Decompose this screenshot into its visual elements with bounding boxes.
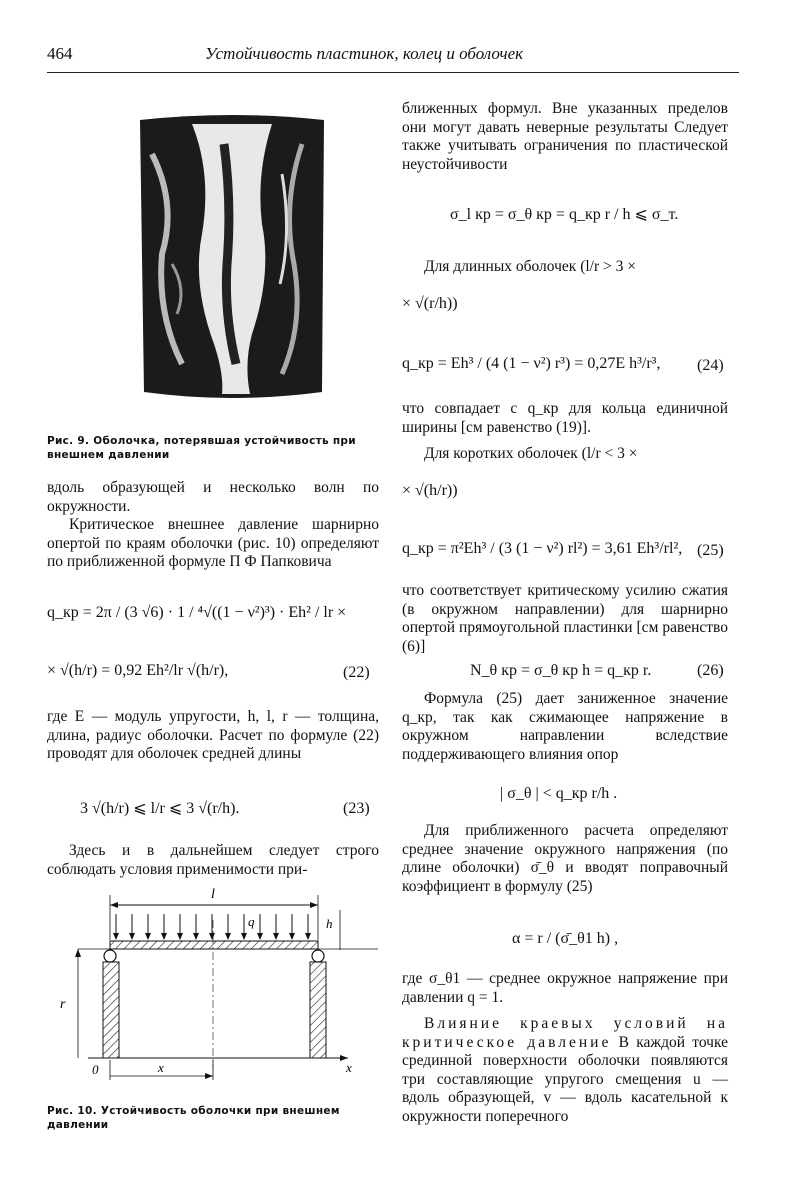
label-0: 0 [92,1062,99,1077]
equation-22-line1: q_кр = 2π / (3 √6) · 1 / ⁴√((1 − ν²)³) · Eh² / lr × [47,604,347,621]
equation-23-number: (23) [343,800,370,817]
page-number: 464 [47,44,73,63]
paragraph: что совпадает с q_кр для кольца единичной ширины [см равенство (19)]. [402,400,728,436]
left-column-mid [47,708,379,764]
equation-25: q_кр = π²Eh³ / (3 (1 − ν²) rl²) = 3,61 Eh³/rl², [402,540,683,557]
equation-26: N_θ кр = σ_θ кр h = q_кр r. [470,662,652,679]
equation-23: 3 √(h/r) ⩽ l/r ⩽ 3 √(r/h). [80,800,240,817]
equation-22-number: (22) [343,664,370,681]
fig9-caption: Рис. 9. Оболочка, потерявшая устойчивость при внешнем давлении [47,435,356,461]
equation-alpha: α = r / (σ̄_θ1 h) , [512,930,619,947]
paragraph: ближенных формул. Вне указанных пределов они могут давать неверные результаты Следует также учитывать ограничения по пластической неустойчивости [402,100,728,173]
paragraph: Для длинных оболочек (l/r > 3 × [424,258,636,275]
right-col-bottom [402,970,728,1126]
right-col-mid1 [402,400,728,500]
right-col-mid4 [402,822,728,896]
fig10-caption: Рис. 10. Устойчивость оболочки при внешнем давлении [47,1105,340,1131]
paragraph: Здесь и в дальнейшем следует строго соблюдать условия применимости при- [47,842,379,878]
equation-26-number: (26) [697,662,724,679]
label-r: r [60,997,66,1012]
label-x: x [158,1060,164,1075]
paragraph: где σ_θ1 — среднее окружное напряжение при давлении q = 1. [402,970,728,1006]
header-rule [47,72,739,73]
right-column-top [402,100,728,174]
paragraph [402,1015,728,1126]
paragraph: Для коротких оболочек (l/r < 3 × [424,445,638,462]
paragraph: × √(r/h)) [402,294,458,312]
left-column-top [47,479,379,572]
right-col-mid3 [402,690,728,764]
running-title: Устойчивость пластинок, колец и оболочек [205,44,524,63]
paragraph-rest: В каждой точке срединной поверхности оболочки появляются три составляющие упругого смещения u — вдоль образующей, v — вдоль касательной к окружности поперечного [402,1033,728,1125]
equation-25-number: (25) [697,542,724,559]
equation-sigma: σ_l кр = σ_θ кр = q_кр r / h ⩽ σ_т. [450,206,679,223]
spaced-heading: Влияние краевых условий на критическое давление [402,1015,728,1051]
equation-sigma-bound: | σ_θ | < q_кр r/h . [500,785,618,802]
paragraph: Для приближенного расчета определяют среднее значение окружного напряжения (по длине оболочки) σ̄_θ и вводят поправочный коэффициент в формулу (25) [402,822,728,895]
label-h: h [326,916,333,931]
fig10-diagram [48,880,378,1090]
label-X: x [346,1060,352,1075]
paragraph: что соответствует критическому усилию сжатия (в окружном направлении) для шарнирно опертой прямоугольной пластинки [см равенство (6)] [402,582,728,655]
equation-24: q_кр = Eh³ / (4 (1 − ν²) r³) = 0,27E h³/r³, [402,355,661,372]
fig9-photo [132,114,332,400]
right-col-mid2 [402,582,728,656]
paragraph: Формула (25) дает заниженное значение q_кр, так как сжимающее напряжение в окружном направлении вследствие поддерживающего влияния опор [402,690,728,763]
paragraph: вдоль образующей и несколько волн по окружности. [47,479,379,515]
label-q: q [248,914,255,929]
equation-22-line2: × √(h/r) = 0,92 Eh²/lr √(h/r), [47,662,229,679]
paragraph: где E — модуль упругости, h, l, r — толщина, длина, радиус оболочки. Расчет по формуле (22) проводят для оболочек средней длины [47,708,379,762]
left-column-bottom [47,842,379,879]
paragraph: × √(h/r)) [402,481,458,499]
right-long-shells [402,258,728,313]
equation-24-number: (24) [697,357,724,374]
label-l: l [211,887,215,902]
paragraph: Критическое внешнее давление шарнирно опертой по краям оболочки (рис. 10) определяют по приближенной формуле П Ф Папковича [47,516,379,570]
